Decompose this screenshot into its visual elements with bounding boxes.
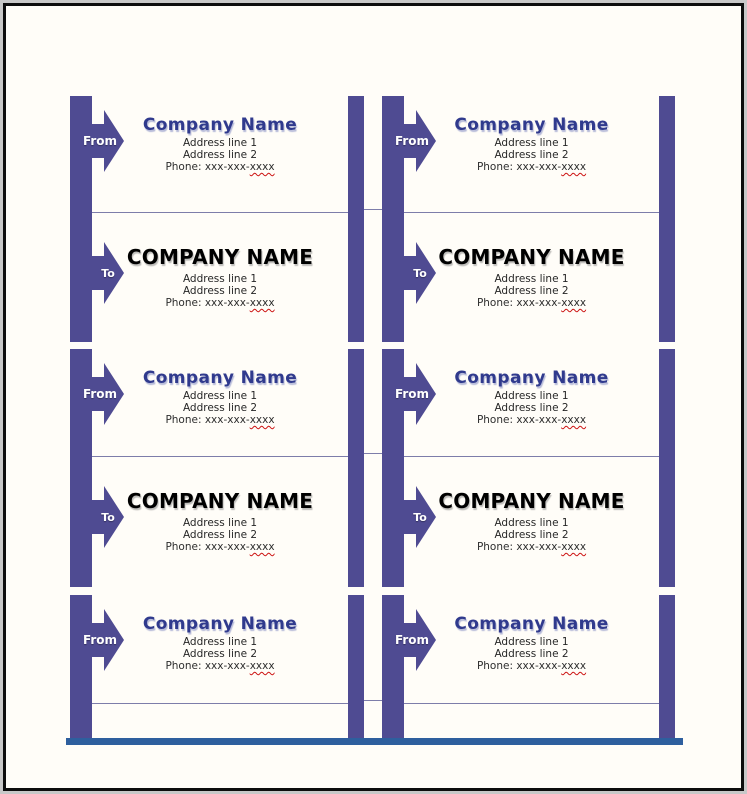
phone-line bbox=[92, 161, 348, 173]
phone-prefix: Phone: xxx-xxx- bbox=[165, 297, 250, 309]
label-card bbox=[382, 595, 675, 739]
address-line-2: Address line 2 bbox=[182, 402, 258, 414]
address-line-1: Address line 1 bbox=[494, 390, 569, 402]
from-label-content bbox=[404, 349, 659, 456]
address-line-1: Address line 1 bbox=[182, 636, 258, 648]
label-card bbox=[70, 595, 364, 739]
phone-prefix: Phone: xxx-xxx- bbox=[165, 660, 250, 672]
vertical-bar bbox=[348, 96, 364, 342]
vertical-bar bbox=[659, 349, 675, 587]
phone-prefix: Phone: xxx-xxx- bbox=[476, 161, 562, 173]
to-arrow-label: To bbox=[413, 510, 427, 524]
vertical-bar bbox=[348, 595, 364, 739]
from-arrow-icon bbox=[78, 109, 125, 173]
to-label bbox=[70, 457, 364, 587]
address-line-1: Address line 1 bbox=[494, 137, 569, 149]
from-arrow-label: From bbox=[82, 387, 118, 401]
from-arrow-icon bbox=[390, 608, 437, 672]
phone-prefix: Phone: xxx-xxx- bbox=[476, 297, 562, 309]
phone-suffix-misspelled: xxxx bbox=[561, 297, 587, 309]
vertical-bar bbox=[659, 96, 675, 342]
vertical-bar bbox=[659, 595, 675, 739]
phone-suffix-misspelled: xxxx bbox=[249, 161, 275, 173]
company-name-text: COMPANY NAME bbox=[126, 245, 314, 269]
from-label bbox=[70, 96, 364, 212]
address-line-1: Address line 1 bbox=[494, 636, 569, 648]
label-divider-line bbox=[382, 703, 675, 704]
to-arrow-icon bbox=[78, 485, 125, 549]
phone-line bbox=[404, 660, 659, 672]
from-arrow-label: From bbox=[82, 134, 118, 148]
company-name-text: Company Name bbox=[142, 368, 298, 388]
to-arrow-label: To bbox=[101, 510, 115, 524]
from-arrow-label: From bbox=[82, 633, 118, 647]
address-line-2: Address line 2 bbox=[182, 529, 258, 541]
address-line-2: Address line 2 bbox=[494, 149, 569, 161]
phone-prefix: Phone: xxx-xxx- bbox=[165, 161, 250, 173]
phone-line bbox=[92, 414, 348, 426]
to-label bbox=[382, 213, 675, 342]
label-divider-line bbox=[70, 703, 364, 704]
to-label-cutoff bbox=[70, 704, 364, 739]
address-line-1: Address line 1 bbox=[182, 273, 258, 285]
phone-prefix: Phone: xxx-xxx- bbox=[165, 541, 250, 553]
phone-line bbox=[92, 660, 348, 672]
phone-line bbox=[404, 297, 659, 309]
from-label-content bbox=[92, 96, 348, 212]
address-line-2: Address line 2 bbox=[494, 529, 569, 541]
from-label bbox=[382, 96, 675, 212]
phone-suffix-misspelled: xxxx bbox=[561, 161, 587, 173]
phone-line bbox=[404, 161, 659, 173]
phone-suffix-misspelled: xxxx bbox=[249, 660, 275, 672]
company-name-text: Company Name bbox=[454, 115, 609, 135]
from-label-content bbox=[92, 595, 348, 703]
phone-line bbox=[92, 541, 348, 553]
address-line-2: Address line 2 bbox=[494, 402, 569, 414]
address-line-2: Address line 2 bbox=[494, 648, 569, 660]
phone-suffix-misspelled: xxxx bbox=[561, 541, 587, 553]
from-arrow-label: From bbox=[394, 134, 430, 148]
address-line-2: Address line 2 bbox=[182, 285, 258, 297]
address-line-1: Address line 1 bbox=[182, 390, 258, 402]
from-arrow-icon bbox=[390, 362, 437, 426]
from-arrow-icon bbox=[78, 608, 125, 672]
to-label-content bbox=[404, 213, 659, 342]
from-arrow-icon bbox=[390, 109, 437, 173]
to-arrow-label: To bbox=[413, 266, 427, 280]
from-arrow-icon bbox=[78, 362, 125, 426]
company-name-text: Company Name bbox=[454, 614, 609, 634]
company-name-text: Company Name bbox=[454, 368, 609, 388]
vertical-bar bbox=[348, 349, 364, 587]
from-label bbox=[70, 595, 364, 703]
from-arrow-label: From bbox=[394, 633, 430, 647]
to-arrow-icon bbox=[390, 241, 437, 305]
to-label-content bbox=[92, 213, 348, 342]
phone-prefix: Phone: xxx-xxx- bbox=[476, 660, 562, 672]
phone-prefix: Phone: xxx-xxx- bbox=[165, 414, 250, 426]
address-line-2: Address line 2 bbox=[182, 648, 258, 660]
address-line-1: Address line 1 bbox=[494, 273, 569, 285]
to-label bbox=[382, 457, 675, 587]
company-name-text: Company Name bbox=[142, 115, 298, 135]
phone-prefix: Phone: xxx-xxx- bbox=[476, 541, 562, 553]
phone-prefix: Phone: xxx-xxx- bbox=[476, 414, 562, 426]
from-label-content bbox=[404, 96, 659, 212]
address-line-1: Address line 1 bbox=[182, 517, 258, 529]
from-arrow-label: From bbox=[394, 387, 430, 401]
company-name-text: COMPANY NAME bbox=[126, 489, 314, 513]
phone-line bbox=[92, 297, 348, 309]
from-label-content bbox=[404, 595, 659, 703]
label-card bbox=[382, 96, 675, 342]
address-line-2: Address line 2 bbox=[182, 149, 258, 161]
bottom-rule bbox=[66, 738, 683, 745]
to-label bbox=[70, 213, 364, 342]
document-sheet bbox=[3, 3, 744, 791]
address-line-2: Address line 2 bbox=[494, 285, 569, 297]
to-label-content bbox=[92, 457, 348, 587]
address-line-1: Address line 1 bbox=[182, 137, 258, 149]
phone-suffix-misspelled: xxxx bbox=[561, 660, 587, 672]
company-name-text: COMPANY NAME bbox=[438, 489, 625, 513]
address-line-1: Address line 1 bbox=[494, 517, 569, 529]
phone-line bbox=[404, 414, 659, 426]
company-name-text: COMPANY NAME bbox=[438, 245, 625, 269]
phone-line bbox=[404, 541, 659, 553]
to-arrow-icon bbox=[390, 485, 437, 549]
to-label-content bbox=[404, 457, 659, 587]
label-card bbox=[70, 96, 364, 342]
from-label-content bbox=[92, 349, 348, 456]
label-card bbox=[382, 349, 675, 587]
to-arrow-icon bbox=[78, 241, 125, 305]
phone-suffix-misspelled: xxxx bbox=[249, 541, 275, 553]
to-arrow-label: To bbox=[101, 266, 115, 280]
to-label-cutoff bbox=[382, 704, 675, 739]
phone-suffix-misspelled: xxxx bbox=[249, 414, 275, 426]
from-label bbox=[382, 349, 675, 456]
phone-suffix-misspelled: xxxx bbox=[561, 414, 587, 426]
company-name-text: Company Name bbox=[142, 614, 298, 634]
from-label bbox=[382, 595, 675, 703]
phone-suffix-misspelled: xxxx bbox=[249, 297, 275, 309]
label-card bbox=[70, 349, 364, 587]
from-label bbox=[70, 349, 364, 456]
